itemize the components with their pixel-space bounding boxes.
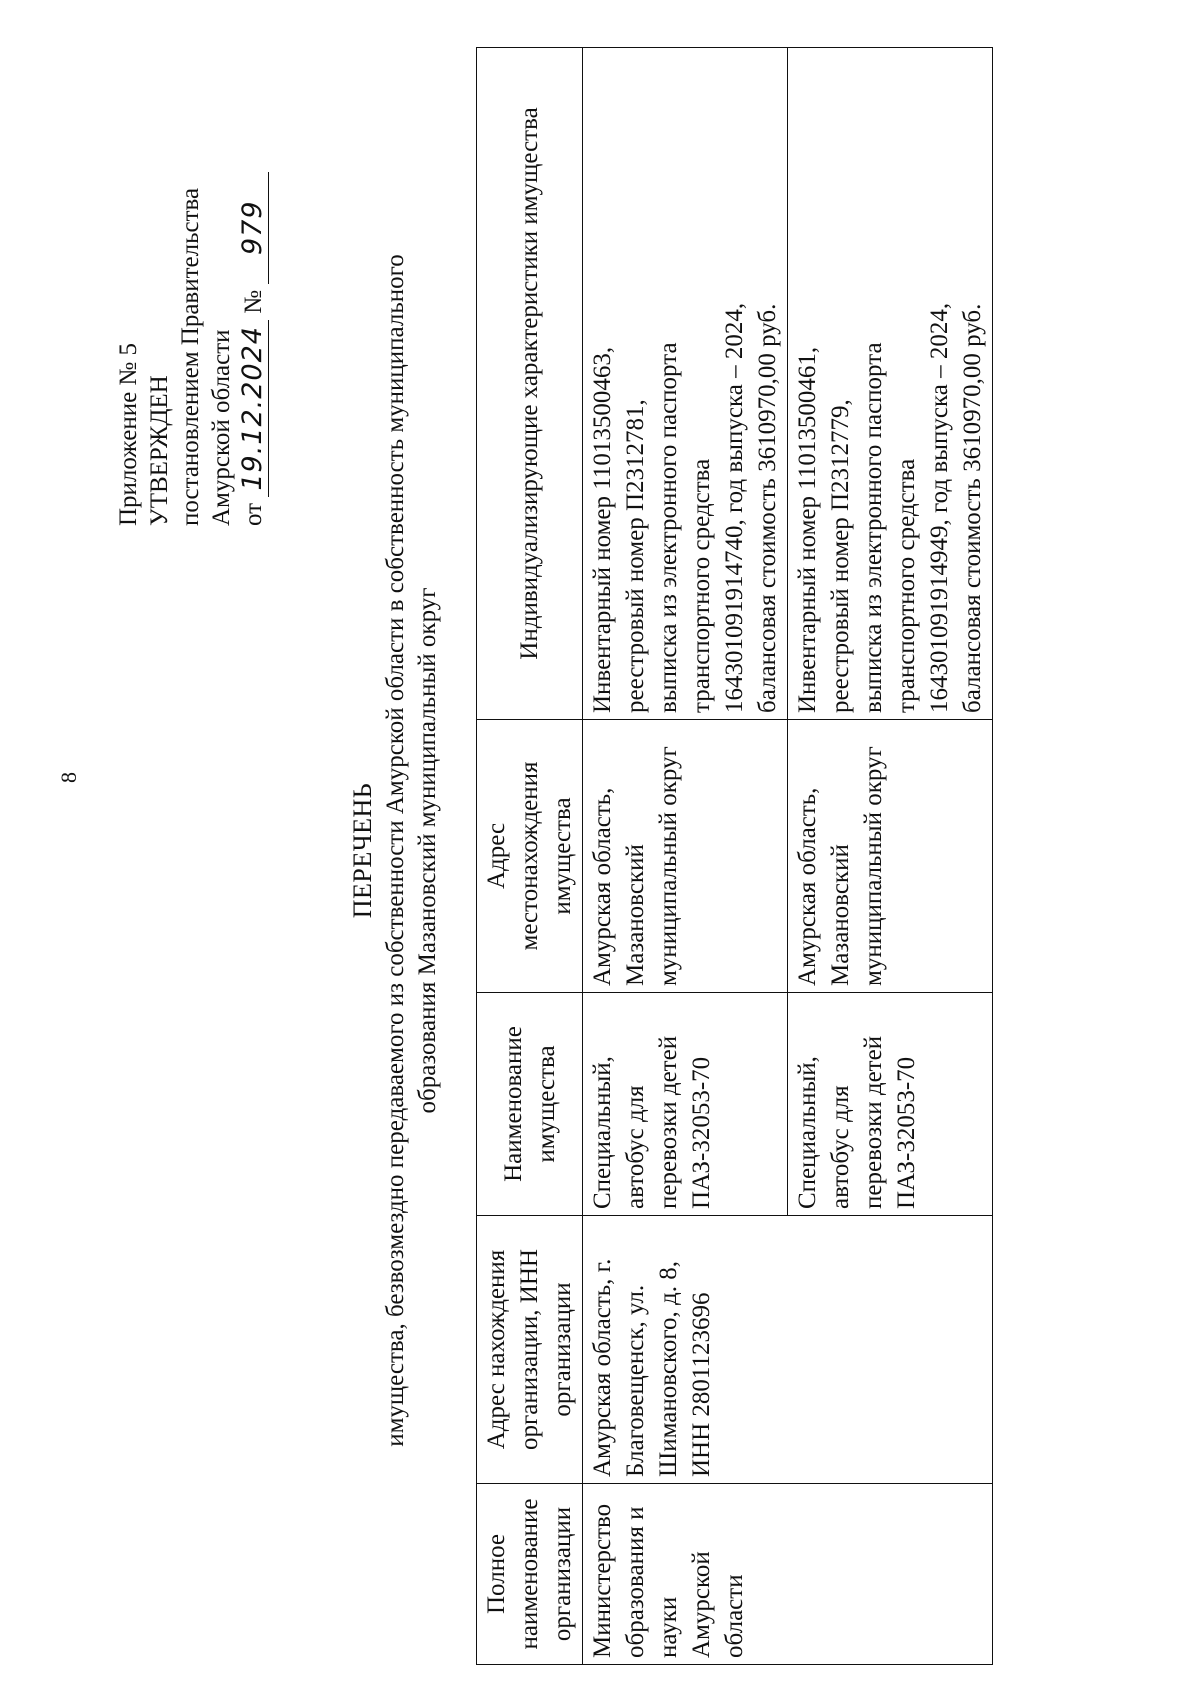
page-number: 8	[56, 772, 81, 783]
characteristics-line: Инвентарный номер 11013500461,	[794, 346, 821, 713]
table-header-row	[477, 48, 583, 1665]
subtitle-line-1: имущества, безвозмездно передаваемого из собственности Амурской области в собственность муниципального	[382, 254, 409, 1447]
property-name-cell: Специальный, автобус для перевозки детей ПАЗ-32053-70	[788, 993, 993, 1216]
appendix-label: Приложение № 5	[115, 342, 142, 526]
table-row	[583, 48, 788, 1665]
handwritten-date: 19.12.2024	[237, 320, 269, 497]
property-name-cell: Специальный, автобус для перевозки детей ПАЗ-32053-70	[583, 993, 788, 1216]
characteristics-cell	[788, 48, 993, 720]
org-address-cell: Амурская область, г. Благовещенск, ул. Шимановского, д. 8, ИНН 2801123696	[583, 1216, 993, 1484]
document-title: ПЕРЕЧЕНЬ	[348, 782, 377, 919]
characteristics-line: реестровый номер П2312779,	[827, 399, 854, 713]
handwritten-number: 979	[237, 172, 269, 284]
org-name-cell: Министерство образования и науки Амурской области	[583, 1484, 993, 1665]
resolution-label: постановлением Правительства	[177, 187, 204, 526]
characteristics-line: балансовая стоимость 3610970,00 руб.	[959, 303, 986, 713]
document-subtitle	[380, 0, 444, 1701]
header-org-address: Адрес нахождения организации, ИНН организации	[477, 1216, 583, 1484]
property-address-cell: Амурская область, Мазановский муниципальный округ	[788, 720, 993, 993]
header-characteristics: Индивидуализирующие характеристики имущества	[477, 48, 583, 720]
property-table	[476, 47, 993, 1665]
characteristics-line: транспортного средства	[893, 458, 920, 713]
property-address-cell: Амурская область, Мазановский муниципальный округ	[583, 720, 788, 993]
approval-block	[113, 172, 269, 526]
characteristics-line: балансовая стоимость 3610970,00 руб.	[754, 303, 781, 713]
characteristics-line: Инвентарный номер 11013500463,	[589, 346, 616, 713]
characteristics-line: 164301091914949, год выпуска – 2024,	[926, 302, 953, 713]
characteristics-line: выписка из электронного паспорта	[655, 342, 682, 713]
header-org-name: Полное наименование организации	[477, 1484, 583, 1665]
approved-label: УТВЕРЖДЕН	[146, 375, 173, 526]
subtitle-line-2: образования Мазановский муниципальный округ	[414, 587, 441, 1114]
date-prefix: от	[240, 502, 267, 526]
header-property-name: Наименование имущества	[477, 993, 583, 1216]
characteristics-line: 164301091914740, год выпуска – 2024,	[721, 302, 748, 713]
characteristics-cell	[583, 48, 788, 720]
characteristics-line: транспортного средства	[688, 458, 715, 713]
characteristics-line: выписка из электронного паспорта	[860, 342, 887, 713]
header-property-address: Адрес местонахождения имущества	[477, 720, 583, 993]
region-label: Амурской области	[208, 329, 235, 526]
characteristics-line: реестровый номер П2312781,	[622, 399, 649, 713]
number-prefix: №	[240, 289, 267, 314]
date-number-line	[237, 172, 269, 526]
